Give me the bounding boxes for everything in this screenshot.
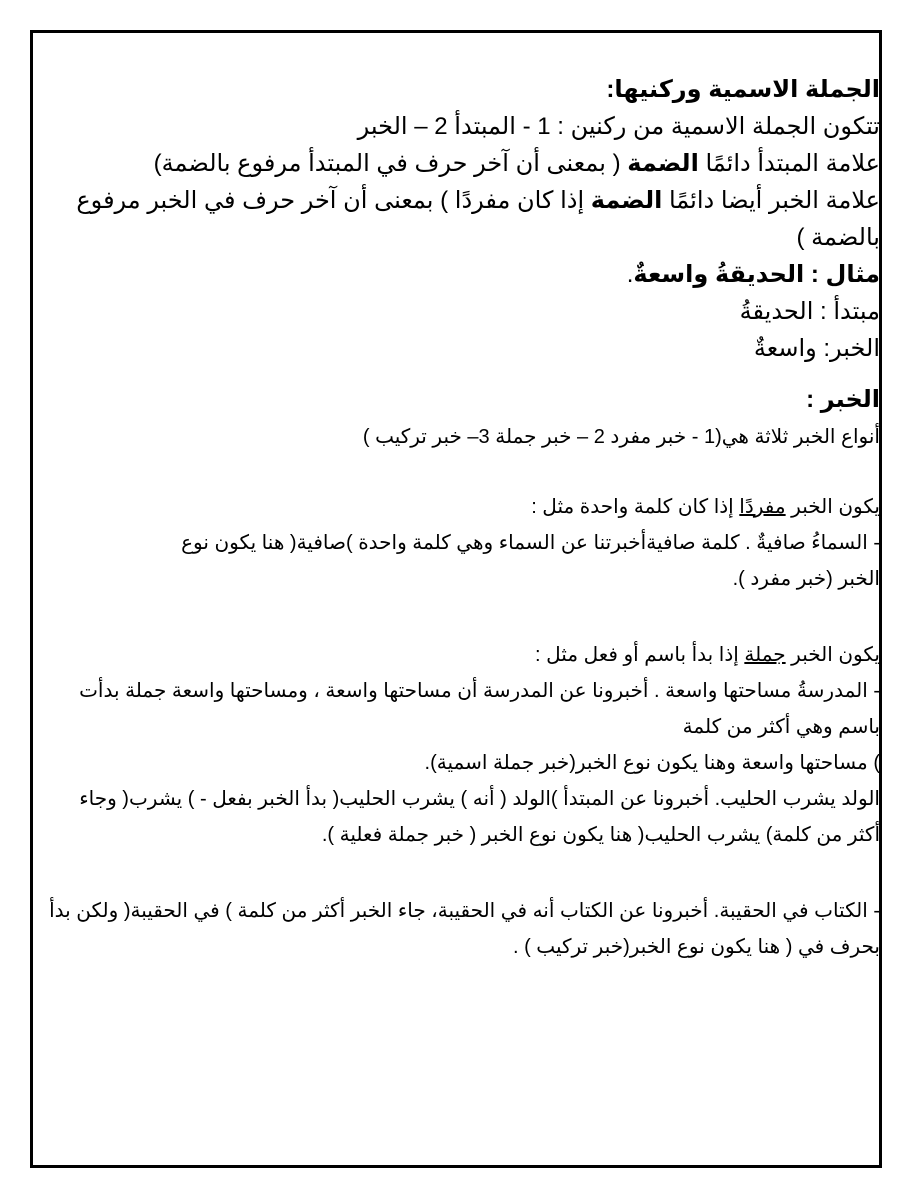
section-title-khabar: الخبر : <box>806 385 880 413</box>
tarkib-example: - الكتاب في الحقيبة. أخبرونا عن الكتاب أنه في الحقيبة، جاء الخبر أكثر من كلمة ) في الحقيبة( ولكن بدأ بحرف في ( هنا يكون نوع الخبر(خبر تركيب ) . <box>49 899 880 958</box>
example-mubtada: مبتدأ : الحديقةُ <box>739 297 880 325</box>
example-khabar: الخبر: واسعةٌ <box>753 334 880 362</box>
jumla-intro: يكون الخبر جملة إذا بدأ باسم أو فعل مثل : <box>535 643 880 666</box>
khabar-types-line: أنواع الخبر ثلاثة هي(1 - خبر مفرد 2 – خبر جملة 3– خبر تركيب ) <box>362 425 880 448</box>
mufrad-example: - السماءُ صافيةٌ . كلمة صافيةأخبرتنا عن السماء وهي كلمة واحدة )صافية( هنا يكون نوع <box>181 531 880 554</box>
mubtada-sign-line: علامة المبتدأ دائمًا الضمة ( بمعنى أن آخر حرف في المبتدأ مرفوع بالضمة) <box>153 149 880 177</box>
jumla-example-nominal: - المدرسةُ مساحتها واسعة . أخبرونا عن المدرسة أن مساحتها واسعة ، ومساحتها واسعة جملة بدأت باسم وهي أكثر من كلمة <box>79 679 880 738</box>
jumla-example-nominal-result: ) مساحتها واسعة وهنا يكون نوع الخبر(خبر جملة اسمية). <box>424 751 880 774</box>
mufrad-result: الخبر (خبر مفرد ). <box>732 567 880 590</box>
jumla-example-verbal: الولد يشرب الحليب. أخبرونا عن المبتدأ )الولد ( أنه ) يشرب الحليب( بدأ الخبر بفعل - ) يشرب( وجاء أكثر من كلمة) يشرب الحليب( هنا يكون نوع الخبر ( خبر جملة فعلية ). <box>79 787 880 846</box>
document-body <box>45 72 880 965</box>
mufrad-intro: يكون الخبر مفردًا إذا كان كلمة واحدة مثل : <box>531 495 880 518</box>
example-heading: مثال : الحديقةُ واسعةٌ. <box>626 260 880 288</box>
pillars-line: تتكون الجملة الاسمية من ركنين : 1 - المبتدأ 2 – الخبر <box>357 112 880 140</box>
khabar-sign-line: علامة الخبر أيضا دائمًا الضمة إذا كان مفردًا ) بمعنى أن آخر حرف في الخبر مرفوع بالضمة ) <box>76 186 880 251</box>
section-title-nominal-sentence: الجملة الاسمية وركنيها: <box>606 76 880 103</box>
